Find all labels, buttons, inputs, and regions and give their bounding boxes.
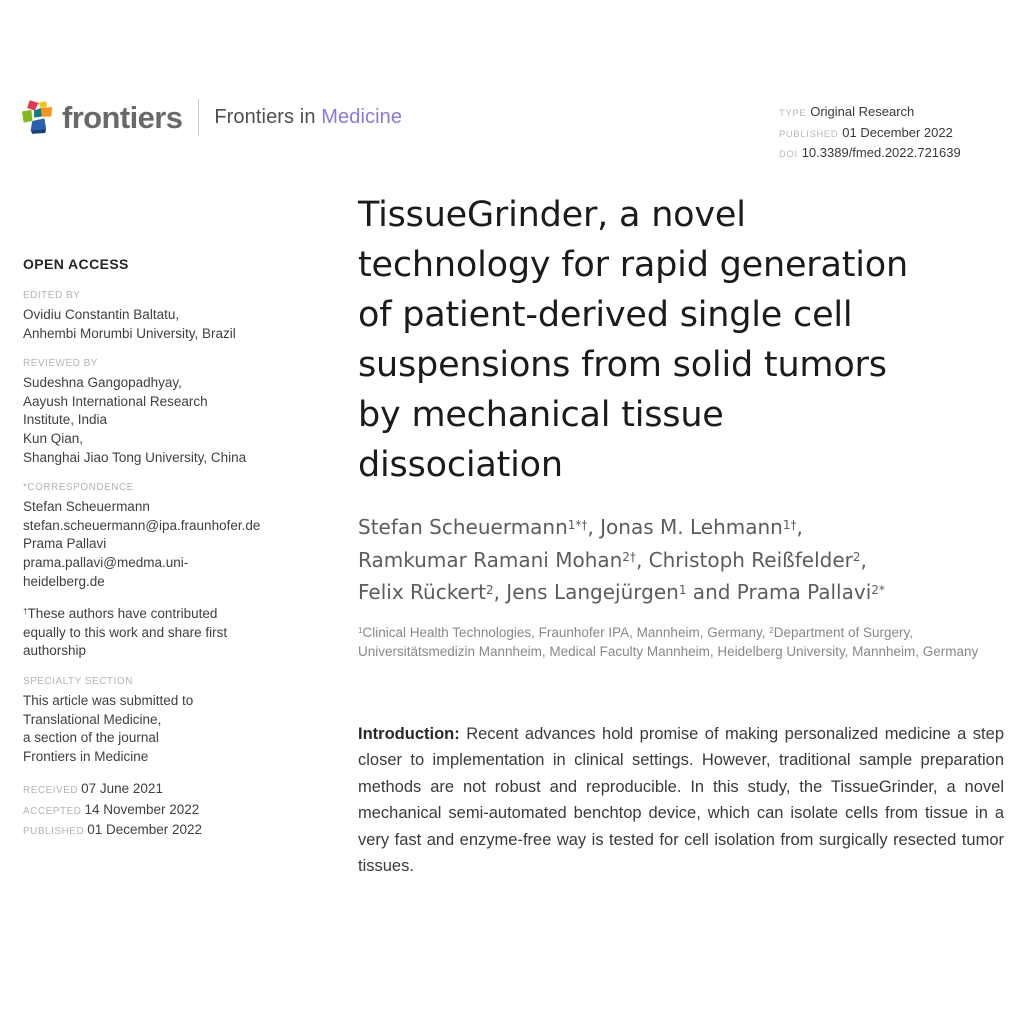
correspondent-email[interactable]: heidelberg.de bbox=[23, 573, 105, 589]
reviewer-affiliation: Shanghai Jiao Tong University, China bbox=[23, 449, 247, 465]
note-line: authorship bbox=[23, 643, 87, 659]
header-divider bbox=[198, 99, 199, 136]
published-label: PUBLISHED bbox=[23, 826, 85, 838]
specialty-line: Translational Medicine, bbox=[23, 711, 162, 727]
specialty-line: This article was submitted to bbox=[23, 692, 194, 708]
specialty-line: Frontiers in Medicine bbox=[23, 748, 149, 764]
title-line: TissueGrinder, a novel bbox=[358, 195, 746, 235]
frontiers-logo-icon bbox=[22, 100, 53, 135]
dates-block bbox=[23, 780, 308, 842]
doi-value[interactable]: 10.3389/fmed.2022.721639 bbox=[801, 145, 961, 161]
received-value: 07 June 2021 bbox=[81, 781, 163, 797]
correspondent-name: Stefan Scheuermann bbox=[23, 499, 150, 515]
published-date-row bbox=[23, 821, 308, 842]
accepted-date-row bbox=[23, 801, 308, 822]
abstract-text: Recent advances hold promise of making personalized medicine a step closer to implementation in clinical settings. However, traditional sample preparation methods are not robust and reproducible. In this study, the TissueGrinder, a novel mechanical semi-automated benchtop device, which can isolate cells from tissue in a very fast and enzyme-free way is tested for cell isolation from surgically resected tumor tissues. bbox=[358, 724, 1004, 875]
reviewer-name: Sudeshna Gangopadhyay, bbox=[23, 375, 182, 391]
title-line: suspensions from solid tumors bbox=[358, 345, 887, 385]
journal-prefix: Frontiers in bbox=[214, 106, 316, 128]
author-line: Ramkumar Ramani Mohan$^{2\dagger}$, Christoph Reißfelder$^2$, bbox=[358, 547, 867, 572]
received-label: RECEIVED bbox=[23, 785, 79, 797]
correspondence-label: *CORRESPONDENCE bbox=[23, 482, 134, 494]
affiliations: $^1$Clinical Health Technologies, Fraunhofer IPA, Mannheim, Germany, $^2$Department of Surgery, Universitätsmedizin Mannheim, Medical Faculty Mannheim, Heidelberg University, Mannheim, Germany bbox=[358, 624, 979, 659]
sidebar bbox=[23, 256, 308, 842]
reviewer-affiliation: Aayush International Research bbox=[23, 393, 208, 409]
equal-contribution-note bbox=[23, 605, 308, 661]
note-line: †These authors have contributed bbox=[23, 606, 218, 622]
correspondent-name: Prama Pallavi bbox=[23, 536, 107, 552]
article-meta-block bbox=[779, 103, 961, 165]
edited-by-label: EDITED BY bbox=[23, 290, 81, 301]
editor-name: Ovidiu Constantin Baltatu, bbox=[23, 307, 180, 322]
correspondent-email[interactable]: prama.pallavi@medma.uni- bbox=[23, 554, 189, 570]
reviewer-affiliation: Institute, India bbox=[23, 412, 108, 428]
accepted-value: 14 November 2022 bbox=[84, 801, 200, 817]
published-label: PUBLISHED bbox=[779, 128, 839, 140]
specialty-line: a section of the journal bbox=[23, 730, 159, 746]
meta-row-type bbox=[779, 103, 961, 124]
note-line: equally to this work and share first bbox=[23, 624, 228, 640]
correspondent-email[interactable]: stefan.scheuermann@ipa.fraunhofer.de bbox=[23, 517, 261, 533]
author-list bbox=[358, 511, 1004, 609]
specialty-label: SPECIALTY SECTION bbox=[23, 675, 133, 687]
published-value: 01 December 2022 bbox=[842, 124, 953, 140]
abstract-section-label: Introduction: bbox=[358, 724, 460, 743]
journal-name: Medicine bbox=[321, 106, 403, 128]
author-line: Stefan Scheuermann$^{1*\dagger}$, Jonas M. Lehmann$^{1\dagger}$, bbox=[358, 515, 803, 539]
type-label: TYPE bbox=[779, 108, 807, 119]
specialty-section bbox=[23, 675, 308, 766]
meta-row-published bbox=[779, 124, 961, 145]
title-line: dissociation bbox=[358, 445, 563, 485]
title-line: of patient-derived single cell bbox=[358, 295, 853, 335]
published-value: 01 December 2022 bbox=[87, 822, 203, 838]
reviewed-by-label: REVIEWED BY bbox=[23, 358, 98, 370]
author-line: Felix Rückert$^2$, Jens Langejürgen$^1$ and Prama Pallavi$^{2*}$ bbox=[358, 580, 885, 604]
frontiers-wordmark: frontiers bbox=[62, 99, 183, 135]
title-line: by mechanical tissue bbox=[358, 395, 724, 435]
accepted-label: ACCEPTED bbox=[23, 805, 82, 817]
meta-row-doi bbox=[779, 144, 961, 165]
reviewer-name: Kun Qian, bbox=[23, 430, 84, 446]
open-access-label: OPEN ACCESS bbox=[23, 256, 129, 272]
article-main bbox=[358, 190, 1004, 880]
header-brand bbox=[22, 99, 402, 136]
doi-label: DOI bbox=[779, 149, 798, 161]
type-value: Original Research bbox=[810, 104, 915, 119]
correspondence-section bbox=[23, 481, 308, 591]
title-line: technology for rapid generation bbox=[358, 245, 908, 285]
journal-title bbox=[214, 106, 402, 129]
reviewed-by-section bbox=[23, 357, 308, 467]
editor-affiliation: Anhembi Morumbi University, Brazil bbox=[23, 325, 236, 341]
edited-by-section bbox=[23, 289, 308, 343]
abstract-paragraph bbox=[358, 721, 1004, 880]
article-title bbox=[358, 190, 1004, 490]
received-date-row bbox=[23, 780, 308, 801]
